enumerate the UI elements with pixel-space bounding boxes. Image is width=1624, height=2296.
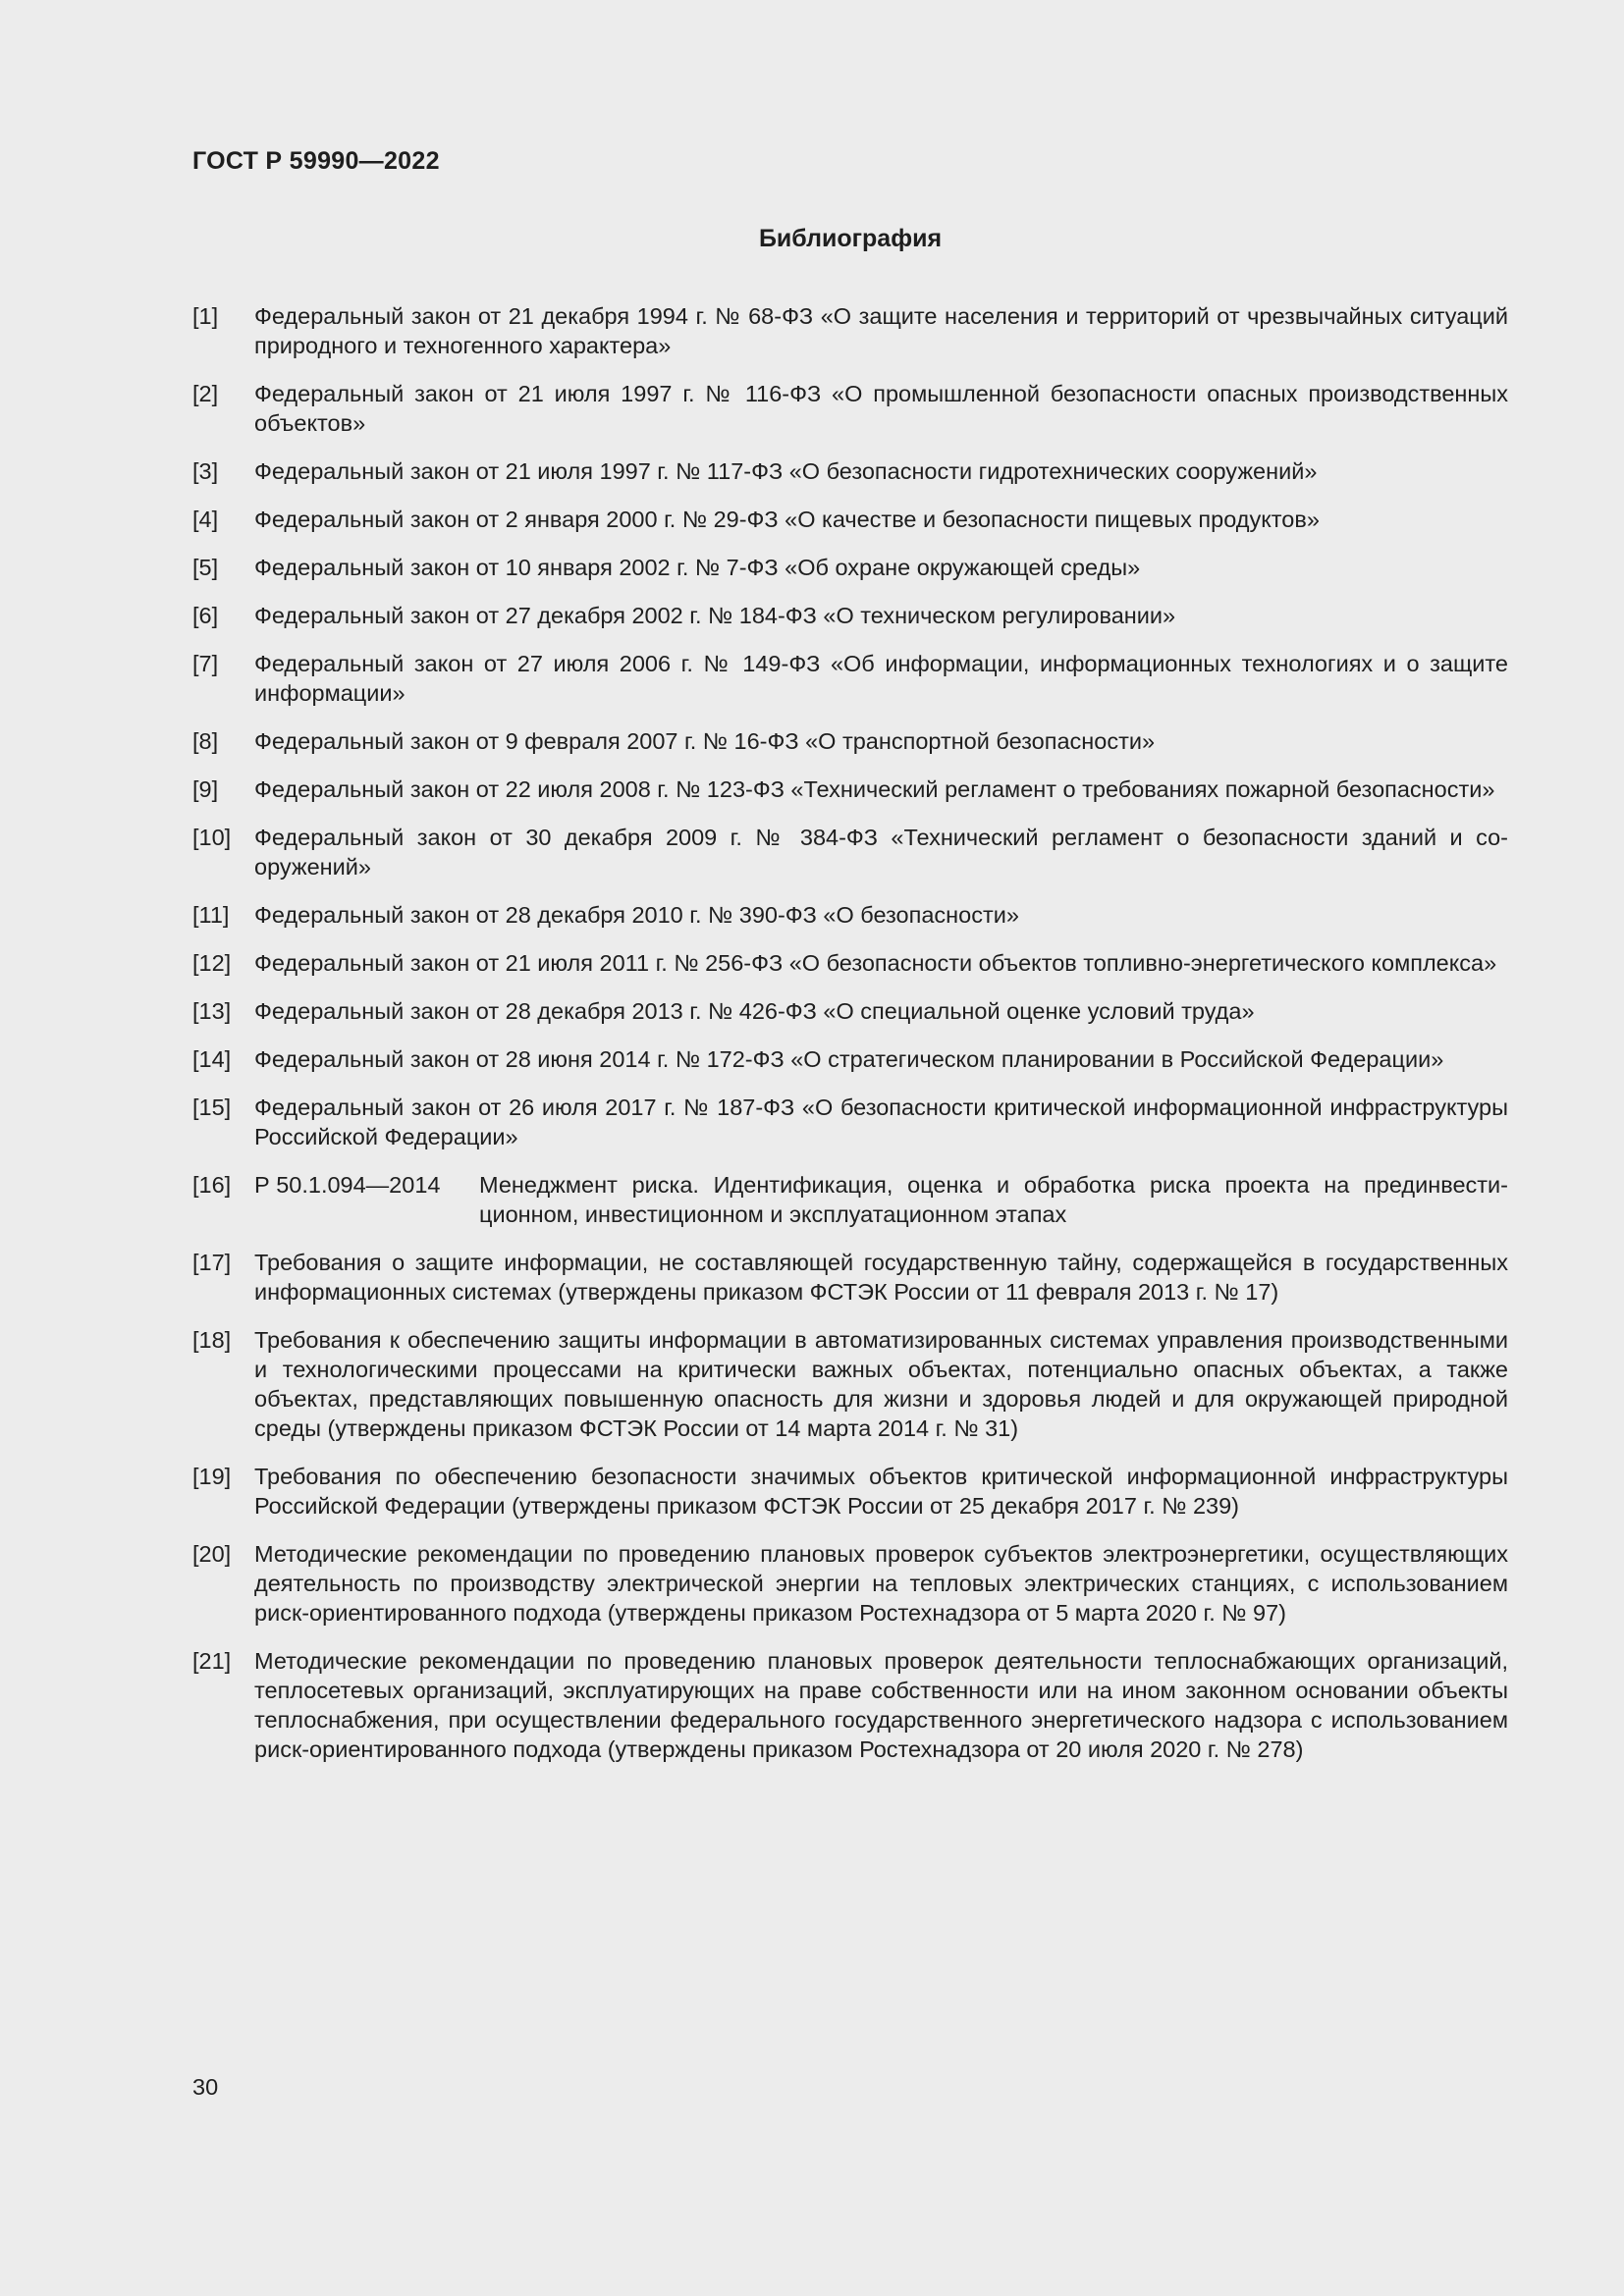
reference-text: Методические рекомендации по проведению плановых проверок деятельности теплоснабжающих организаций, теплосетевых организаций, эксплуатирующих на праве собственности или на ином законном основании объекты теплоснабжения, при осуществлении федерального государственного энергетического надзора с использованием риск-ориентированного подхода (утверждены приказом Ростехнадзора от 20 июля 2020 г. № 278) bbox=[254, 1648, 1508, 1762]
bibliography-item bbox=[192, 1325, 1508, 1443]
bibliography-item bbox=[192, 996, 1508, 1026]
reference-number: [12] bbox=[192, 950, 232, 976]
reference-number: [10] bbox=[192, 825, 232, 850]
reference-text: Федеральный закон от 21 июля 2011 г. № 256-ФЗ «О безопасности объектов топливно-энергетического комплекса» bbox=[254, 950, 1497, 976]
reference-number: [19] bbox=[192, 1464, 232, 1489]
reference-number: [5] bbox=[192, 555, 219, 580]
bibliography-item bbox=[192, 900, 1508, 930]
reference-number: [3] bbox=[192, 458, 219, 484]
reference-text: Федеральный закон от 22 июля 2008 г. № 123-ФЗ «Технический регламент о требованиях пожарной безопасности» bbox=[254, 776, 1495, 802]
reference-number: [15] bbox=[192, 1095, 232, 1120]
bibliography-item bbox=[192, 1462, 1508, 1521]
bibliography-item bbox=[192, 726, 1508, 756]
reference-number: [11] bbox=[192, 902, 230, 928]
reference-number: [7] bbox=[192, 651, 219, 676]
reference-text: Федеральный закон от 27 июля 2006 г. № 149-ФЗ «Об информации, информационных технологиях и о защите информации» bbox=[254, 651, 1508, 706]
bibliography-item bbox=[192, 1646, 1508, 1764]
bibliography-list bbox=[192, 301, 1508, 1783]
reference-text: Федеральный закон от 21 июля 1997 г. № 116-ФЗ «О промышленной безопасности опасных производственных объектов» bbox=[254, 381, 1508, 436]
bibliography-item bbox=[192, 553, 1508, 582]
reference-number: [1] bbox=[192, 303, 219, 329]
bibliography-item bbox=[192, 301, 1508, 360]
reference-text: Федеральный закон от 28 июня 2014 г. № 172-ФЗ «О стратегическом планировании в Российской Федерации» bbox=[254, 1046, 1444, 1072]
reference-text: Федеральный закон от 2 января 2000 г. № 29-ФЗ «О качестве и безопасности пищевых продуктов» bbox=[254, 507, 1320, 532]
reference-text: Федеральный закон от 10 января 2002 г. № 7-ФЗ «Об охране окружающей среды» bbox=[254, 555, 1141, 580]
reference-number: [4] bbox=[192, 507, 219, 532]
bibliography-item bbox=[192, 1044, 1508, 1074]
reference-text: Методические рекомендации по проведению плановых проверок субъектов электроэнергетики, осуществляющих деятельность по производству электрической энергии на тепловых электрических станциях, с использованием риск-ориентированного подхода (утверждены приказом Ростехнадзора от 5 марта 2020 г. № 97) bbox=[254, 1541, 1508, 1626]
bibliography-item bbox=[192, 649, 1508, 708]
bibliography-item bbox=[192, 601, 1508, 630]
reference-number: [14] bbox=[192, 1046, 232, 1072]
reference-number: [9] bbox=[192, 776, 219, 802]
reference-text: Федеральный закон от 26 июля 2017 г. № 187-ФЗ «О безопасности критической информационной инфраструктуры Российской Федерации» bbox=[254, 1095, 1508, 1149]
reference-number: [16] bbox=[192, 1172, 232, 1198]
reference-text: Требования о защите информации, не составляющей государственную тайну, содержащейся в государственных информационных системах (утверждены приказом ФСТЭК России от 11 февраля 2013 г. № 17) bbox=[254, 1250, 1508, 1305]
bibliography-item bbox=[192, 1093, 1508, 1151]
reference-number: [20] bbox=[192, 1541, 232, 1567]
reference-standard-code: Р 50.1.094—2014 bbox=[254, 1172, 441, 1198]
bibliography-item bbox=[192, 505, 1508, 534]
reference-text: Федеральный закон от 30 декабря 2009 г. № 384-ФЗ «Технический регламент о безопасности зданий и сооружений» bbox=[254, 825, 1508, 880]
reference-number: [13] bbox=[192, 998, 232, 1024]
reference-text: Менеджмент риска. Идентификация, оценка и обработка риска проекта на прединвестиционном, инвестиционном и эксплуатационном этапах bbox=[479, 1172, 1508, 1227]
reference-text: Федеральный закон от 9 февраля 2007 г. № 16-ФЗ «О транспортной безопасности» bbox=[254, 728, 1156, 754]
bibliography-item bbox=[192, 774, 1508, 804]
bibliography-item bbox=[192, 1248, 1508, 1307]
bibliography-item bbox=[192, 1170, 1508, 1229]
reference-number: [21] bbox=[192, 1648, 232, 1674]
reference-number: [17] bbox=[192, 1250, 232, 1275]
section-title: Библиография bbox=[758, 225, 943, 252]
reference-number: [8] bbox=[192, 728, 219, 754]
reference-text: Федеральный закон от 21 декабря 1994 г. № 68-ФЗ «О защите населения и территорий от чрезвычайных ситуаций природного и техногенного характера» bbox=[254, 303, 1508, 358]
reference-text: Федеральный закон от 28 декабря 2010 г. № 390-ФЗ «О безопасности» bbox=[254, 902, 1019, 928]
reference-text: Требования к обеспечению защиты информации в автоматизированных системах управления производственными и технологическими процессами на критически важных объектах, потенциально опасных объектах, а также объектах, представляющих повышенную опасность для жизни и здоровья людей и для окружающей природной среды (утверждены приказом ФСТЭК России от 14 марта 2014 г. № 31) bbox=[254, 1327, 1508, 1441]
page-number: 30 bbox=[192, 2074, 219, 2100]
document-code: ГОСТ Р 59990—2022 bbox=[192, 147, 440, 175]
reference-number: [18] bbox=[192, 1327, 232, 1353]
bibliography-item bbox=[192, 823, 1508, 881]
reference-text: Требования по обеспечению безопасности значимых объектов критической информационной инфраструктуры Российской Федерации (утверждены приказом ФСТЭК России от 25 декабря 2017 г. № 239) bbox=[254, 1464, 1508, 1519]
reference-number: [2] bbox=[192, 381, 219, 406]
reference-number: [6] bbox=[192, 603, 219, 628]
bibliography-item bbox=[192, 379, 1508, 438]
bibliography-item bbox=[192, 456, 1508, 486]
bibliography-item bbox=[192, 948, 1508, 978]
reference-text: Федеральный закон от 27 декабря 2002 г. № 184-ФЗ «О техническом регулировании» bbox=[254, 603, 1176, 628]
reference-text: Федеральный закон от 28 декабря 2013 г. № 426-ФЗ «О специальной оценке условий труда» bbox=[254, 998, 1255, 1024]
reference-text: Федеральный закон от 21 июля 1997 г. № 117-ФЗ «О безопасности гидротехнических сооружений» bbox=[254, 458, 1318, 484]
bibliography-item bbox=[192, 1539, 1508, 1628]
